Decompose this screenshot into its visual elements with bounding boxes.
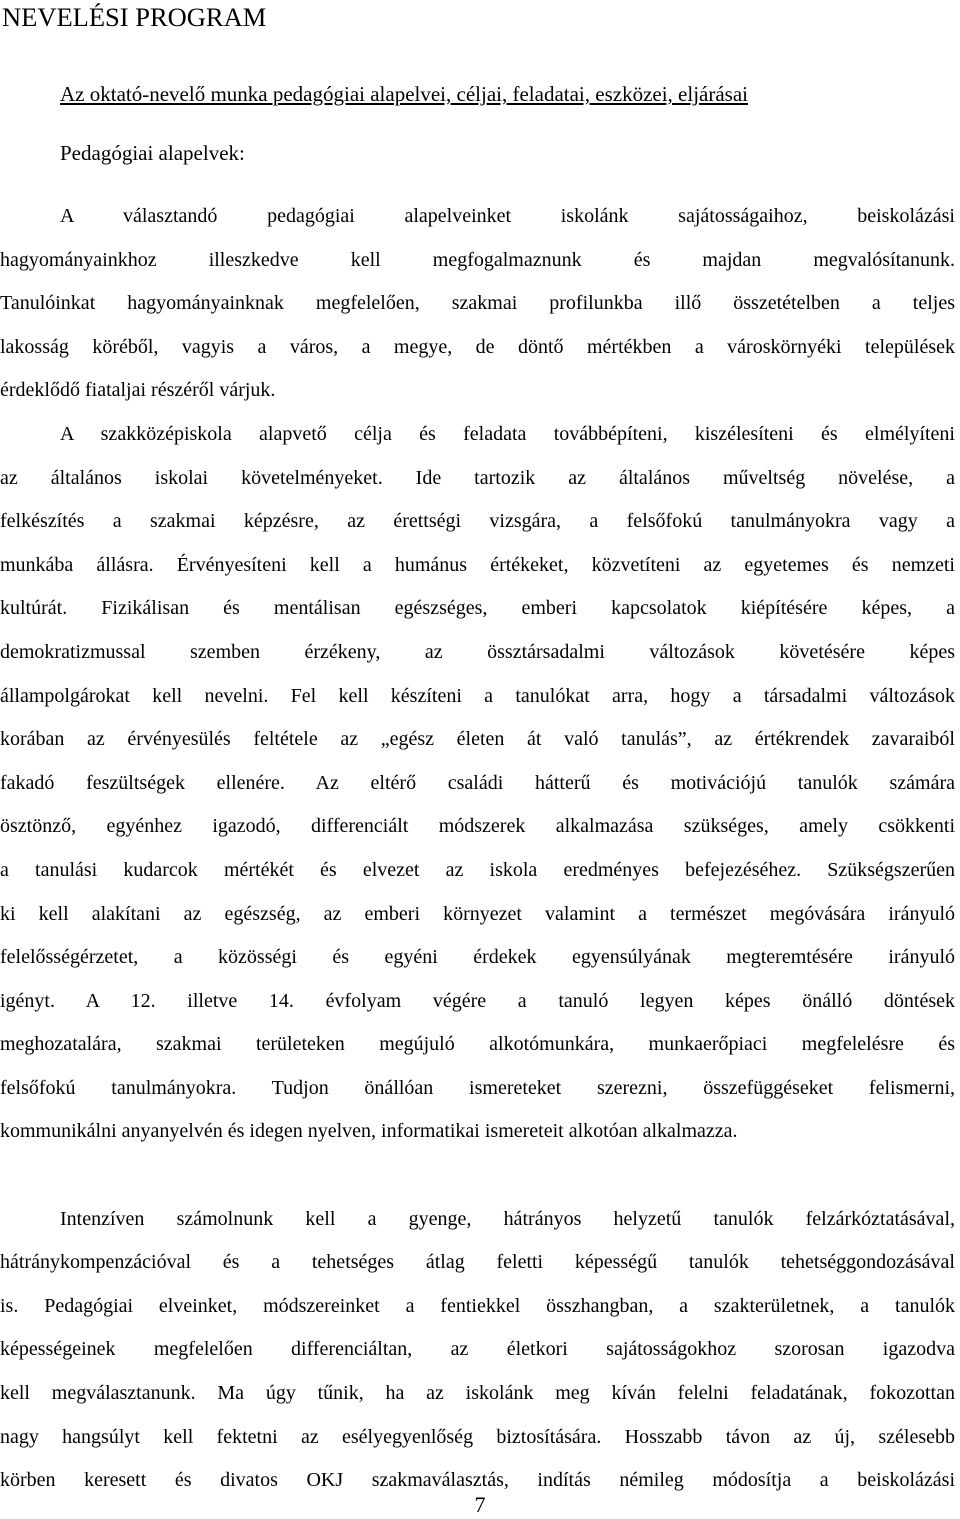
paragraph-line: lakosság köréből, vagyis a város, a megye, de döntő mértékben a városkörnyéki települések [0, 335, 955, 358]
body-text [0, 195, 955, 1503]
paragraph-line: igényt. A 12. illetve 14. évfolyam végére a tanuló legyen képes önálló döntések [0, 989, 955, 1012]
paragraph-line: korában az érvényesülés feltétele az „egész életen át való tanulás”, az értékrendek zavaraiból [0, 728, 955, 751]
paragraph-line: a tanulási kudarcok mértékét és elvezet az iskola eredményes befejezéséhez. Szükségszerűen [0, 858, 955, 881]
paragraph-line: nagy hangsúlyt kell fektetni az esélyegyenlőség biztosítására. Hosszabb távon az új, szélesebb [0, 1425, 955, 1448]
paragraph-line: érdeklődő fiataljai részéről várjuk. [0, 379, 276, 402]
section-heading: Az oktató-nevelő munka pedagógiai alapelvei, céljai, feladatai, eszközei, eljárásai [60, 82, 749, 106]
paragraph-line: ki kell alakítani az egészség, az emberi környezet valamint a természet megóvására irányuló [0, 902, 955, 925]
paragraph-line: Intenzíven számolnunk kell a gyenge, hátrányos helyzetű tanulók felzárkóztatásával, [60, 1207, 955, 1230]
paragraph-line: hátránykompenzációval és a tehetséges átlag feletti képességű tanulók tehetséggondozásával [0, 1251, 955, 1274]
paragraph-line: A választandó pedagógiai alapelveinket iskolánk sajátosságaihoz, beiskolázási [60, 205, 955, 227]
paragraph-line: felsőfokú tanulmányokra. Tudjon önállóan ismereteket szerezni, összefüggéseket felismerni, [0, 1076, 955, 1099]
paragraph-line: kommunikálni anyanyelvén és idegen nyelven, informatikai ismereteit alkotóan alkalmazza. [0, 1120, 738, 1143]
paragraph-line: ösztönző, egyénhez igazodó, differenciált módszerek alkalmazása szükséges, amely csökkenti [0, 815, 955, 838]
paragraph-line: demokratizmussal szemben érzékeny, az össztársadalmi változások követésére képes [0, 640, 955, 663]
paragraph-line: meghozatalára, szakmai területeken megújuló alkotómunkára, munkaerőpiaci megfelelésre és [0, 1033, 955, 1056]
paragraph-line: körben keresett és divatos OKJ szakmaválasztás, indítás némileg módosítja a beiskolázási [0, 1469, 955, 1492]
paragraph-line: is. Pedagógiai elveinket, módszereinket a fentiekkel összhangban, a szakterületnek, a tanulók [0, 1294, 955, 1317]
document-title: NEVELÉSI PROGRAM [2, 2, 267, 32]
paragraph-line: A szakközépiskola alapvető célja és feladata továbbépíteni, kiszélesíteni és elmélyíteni [60, 422, 955, 445]
paragraph-line: kultúrát. Fizikálisan és mentálisan egészséges, emberi kapcsolatok kiépítésére képes, a [0, 597, 955, 620]
paragraph-line: képességeinek megfelelően differenciáltan, az életkori sajátosságokhoz szorosan igazodva [0, 1338, 955, 1361]
page-number: 7 [474, 1492, 486, 1517]
paragraph-line: az általános iskolai követelményeket. Ide tartozik az általános műveltség növelése, a [0, 466, 955, 489]
paragraph-line: felkészítés a szakmai képzésre, az érettségi vizsgára, a felsőfokú tanulmányokra vagy a [0, 510, 955, 533]
paragraph-line: Tanulóinkat hagyományainknak megfelelően, szakmai profilunkba illő összetételben a teljes [0, 292, 955, 315]
paragraph-line: fakadó feszültségek ellenére. Az eltérő családi hátterű és motivációjú tanulók számára [0, 771, 955, 794]
paragraph-line: felelősségérzetet, a közösségi és egyéni érdekek egyensúlyának megteremtésére irányuló [0, 946, 955, 969]
paragraph-line: állampolgárokat kell nevelni. Fel kell készíteni a tanulókat arra, hogy a társadalmi változások [0, 684, 955, 707]
subheading-pedagogical-principles: Pedagógiai alapelvek: [60, 141, 245, 165]
paragraph-line: kell megválasztanunk. Ma úgy tűnik, ha az iskolánk meg kíván felelni feladatának, fokozottan [0, 1382, 955, 1405]
paragraph-line: munkába állásra. Érvényesíteni kell a humánus értékeket, közvetíteni az egyetemes és nemzeti [0, 553, 955, 576]
blank-line [0, 1154, 955, 1198]
paragraph-line: hagyományainkhoz illeszkedve kell megfogalmaznunk és majdan megvalósítanunk. [0, 248, 955, 271]
